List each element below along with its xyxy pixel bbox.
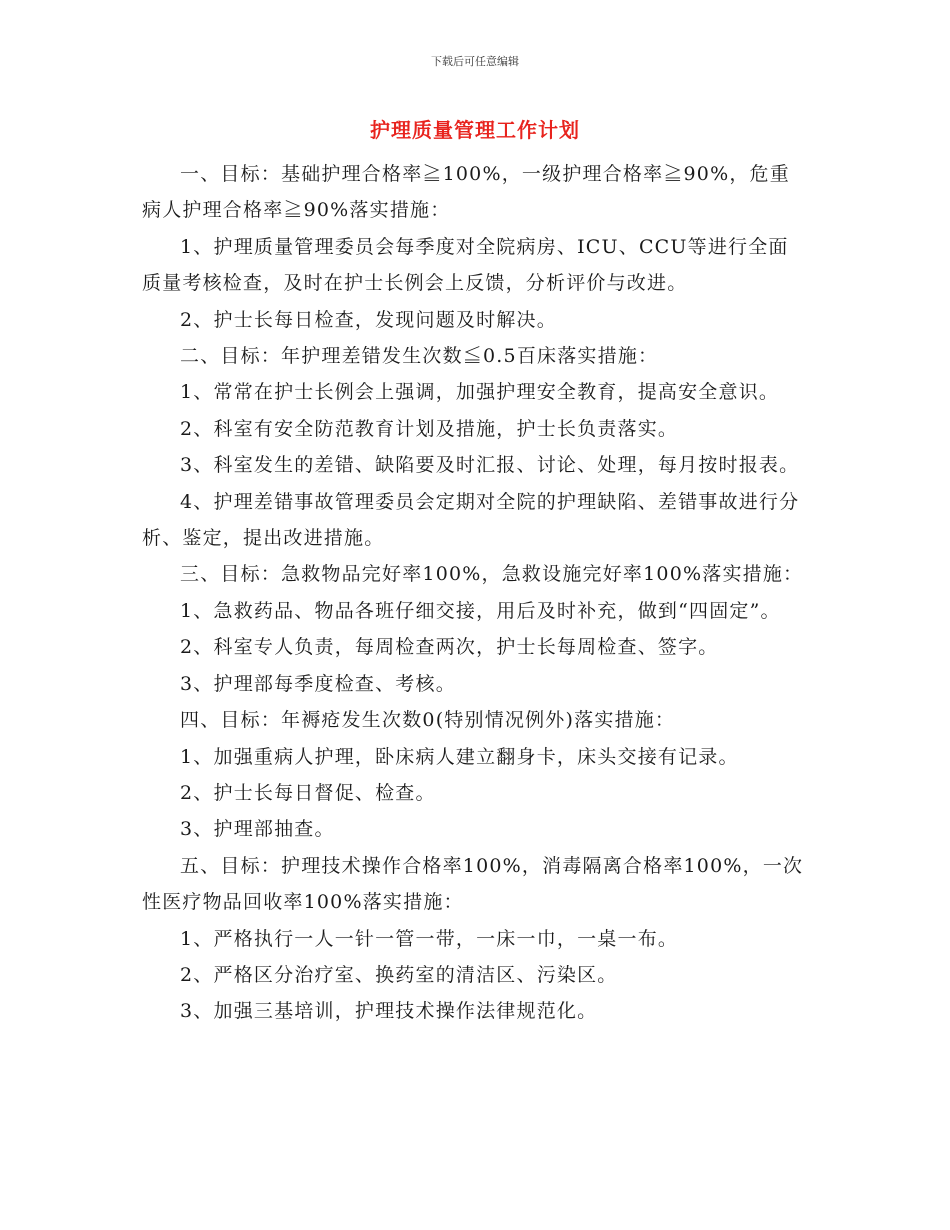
goal-2-measure-2: 2、科室有安全防范教育计划及措施，护士长负责落实。 — [180, 417, 679, 440]
goal-2-paragraph: 二、目标：年护理差错发生次数≦0.5百床落实措施： — [180, 345, 659, 368]
goal-4-measure-1: 1、加强重病人护理，卧床病人建立翻身卡，床头交接有记录。 — [180, 745, 739, 768]
goal-1-paragraph: 一、目标：基础护理合格率≧100%，一级护理合格率≧90%，危重病人护理合格率≧90%落实措施： — [142, 163, 790, 222]
goal-4-measure-2: 2、护士长每日督促、检查。 — [180, 781, 436, 804]
goal-3-measure-2: 2、科室专人负责，每周检查两次，护士长每周检查、签字。 — [180, 636, 719, 659]
goal-4-paragraph: 四、目标：年褥疮发生次数0(特别情况例外)落实措施： — [180, 709, 676, 732]
goal-2-measure-3: 3、科室发生的差错、缺陷要及时汇报、讨论、处理，每月按时报表。 — [180, 454, 800, 477]
goal-2-measure-4: 4、护理差错事故管理委员会定期对全院的护理缺陷、差错事故进行分析、鉴定，提出改进措施。 — [142, 490, 800, 550]
goal-1-measure-1: 1、护理质量管理委员会每季度对全院病房、ICU、CCU等进行全面质量考核检查，及时在护士长例会上反馈，分析评价与改进。 — [142, 235, 789, 295]
goal-5-measure-2: 2、严格区分治疗室、换药室的清洁区、污染区。 — [180, 963, 618, 986]
document-body — [142, 156, 808, 1030]
goal-5-paragraph: 五、目标：护理技术操作合格率100%，消毒隔离合格率100%，一次性医疗物品回收率100%落实措施： — [142, 854, 804, 914]
goal-4-measure-3: 3、护理部抽查。 — [180, 818, 335, 841]
page-header: 下载后可任意编辑 — [431, 55, 519, 68]
goal-2-measure-1: 1、常常在护士长例会上强调，加强护理安全教育，提高安全意识。 — [180, 381, 780, 404]
goal-5-measure-1: 1、严格执行一人一针一管一带，一床一巾，一桌一布。 — [180, 927, 679, 950]
goal-3-measure-1: 1、急救药品、物品各班仔细交接，用后及时补充，做到“四固定”。 — [180, 599, 781, 622]
goal-5-measure-3: 3、加强三基培训，护理技术操作法律规范化。 — [180, 1000, 598, 1023]
goal-3-paragraph: 三、目标：急救物品完好率100%，急救设施完好率100%落实措施： — [180, 563, 804, 586]
document-title: 护理质量管理工作计划 — [370, 118, 580, 142]
goal-3-measure-3: 3、护理部每季度检查、考核。 — [180, 672, 456, 695]
goal-1-measure-2: 2、护士长每日检查，发现问题及时解决。 — [180, 308, 557, 331]
